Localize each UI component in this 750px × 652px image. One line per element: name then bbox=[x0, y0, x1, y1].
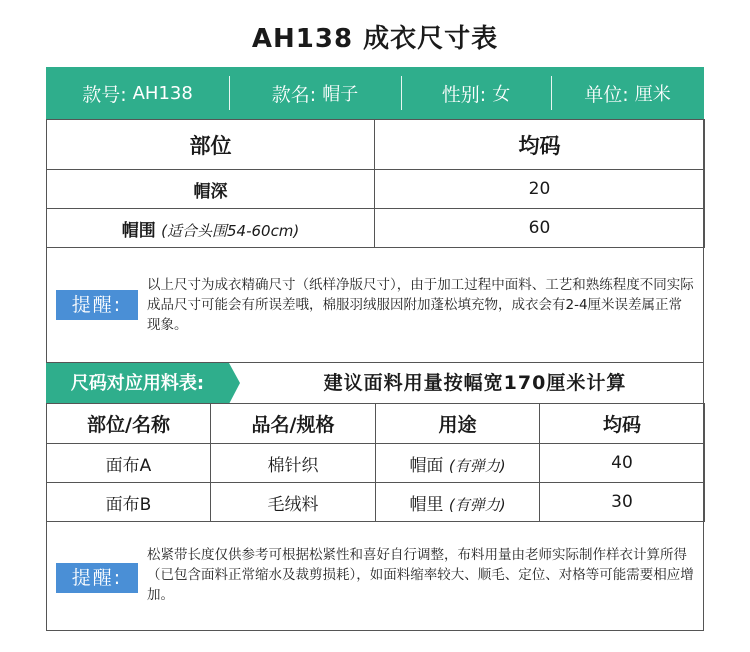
col-header: 用途 bbox=[376, 404, 540, 444]
style-no-value: AH138 bbox=[132, 82, 193, 104]
fabric-use-note: (有弹力) bbox=[448, 456, 506, 475]
reminder-badge: 提醒: bbox=[56, 290, 138, 320]
fabric-part: 面布A bbox=[47, 444, 211, 483]
fabric-material: 棉针织 bbox=[211, 444, 376, 483]
reminder-box bbox=[46, 248, 704, 362]
col-header: 部位/名称 bbox=[47, 404, 211, 444]
table-row bbox=[47, 444, 705, 483]
col-header: 均码 bbox=[540, 404, 705, 444]
size-table bbox=[46, 119, 705, 248]
style-no-field bbox=[46, 67, 229, 119]
fabric-section-note: 建议面料用量按幅宽170厘米计算 bbox=[323, 372, 627, 394]
fabric-qty: 30 bbox=[540, 483, 705, 522]
fabric-use-cell bbox=[376, 483, 540, 522]
part-note: (适合头围54-60cm) bbox=[161, 221, 300, 240]
fabric-section-tag: 尺码对应用料表: bbox=[46, 363, 229, 404]
reminder-text: 松紧带长度仅供参考可根据松紧性和喜好自行调整，布料用量由老师实际制作样衣计算所得（已包含面料正常缩水及裁剪损耗），如面料缩率较大、顺毛、定位、对格等可能需要相应增加。 bbox=[147, 547, 694, 603]
fabric-use-cell bbox=[376, 444, 540, 483]
name-label: 款名: bbox=[271, 83, 317, 106]
col-header: 品名/规格 bbox=[211, 404, 376, 444]
table-row bbox=[47, 209, 705, 248]
table-row bbox=[47, 483, 705, 522]
fabric-use-note: (有弹力) bbox=[448, 495, 506, 514]
reminder-badge: 提醒: bbox=[56, 563, 138, 593]
part-cell bbox=[47, 209, 375, 248]
part-cell bbox=[47, 170, 375, 209]
name-field bbox=[229, 67, 401, 119]
fabric-use: 帽面 bbox=[409, 455, 444, 476]
style-no-label: 款号: bbox=[82, 83, 127, 106]
fabric-qty: 40 bbox=[540, 444, 705, 483]
info-header bbox=[46, 67, 704, 119]
fabric-use: 帽里 bbox=[409, 494, 444, 515]
unit-label: 单位: bbox=[584, 83, 629, 106]
table-row bbox=[47, 170, 705, 209]
fabric-part: 面布B bbox=[47, 483, 211, 522]
part-name: 帽围 bbox=[121, 220, 156, 241]
reminder-text: 以上尺寸为成衣精确尺寸（纸样净版尺寸），由于加工过程中面料、工艺和熟练程度不同实际成品尺寸可能会有所误差哦，棉服羽绒服因附加蓬松填充物，成衣会有2-4厘米误差属正常现象。 bbox=[147, 277, 694, 333]
fabric-table bbox=[46, 403, 705, 522]
size-value: 20 bbox=[375, 170, 705, 209]
fabric-material: 毛绒料 bbox=[211, 483, 376, 522]
gender-label: 性别: bbox=[441, 83, 487, 106]
unit-value: 厘米 bbox=[634, 84, 671, 105]
gender-field bbox=[401, 67, 551, 119]
unit-field bbox=[551, 67, 704, 119]
page-title: AH138 成衣尺寸表 bbox=[251, 24, 499, 54]
reminder-box-2 bbox=[46, 521, 704, 631]
name-value: 帽子 bbox=[322, 84, 359, 105]
size-value: 60 bbox=[375, 209, 705, 248]
col-size-header: 均码 bbox=[375, 120, 705, 170]
gender-value: 女 bbox=[492, 84, 511, 105]
fabric-section-bar bbox=[46, 362, 704, 404]
col-part-header: 部位 bbox=[47, 120, 375, 170]
part-name: 帽深 bbox=[193, 181, 228, 202]
